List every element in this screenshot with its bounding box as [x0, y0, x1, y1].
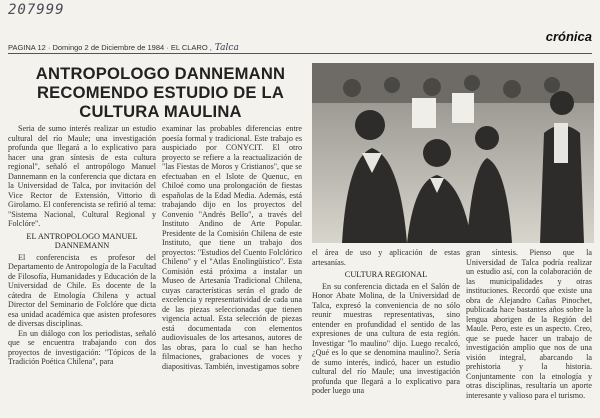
subheading: CULTURA REGIONAL [344, 270, 428, 279]
header-rule [8, 53, 592, 54]
column-3 [312, 248, 460, 418]
audience-photo-illustration [312, 63, 594, 243]
column-2 [162, 124, 302, 418]
section-label: crónica [545, 29, 592, 44]
handwritten-archive-number: 207999 [8, 2, 65, 18]
paragraph: el área de uso y aplicación de estas artesanías. [312, 248, 460, 267]
handwritten-city: Talca [214, 43, 239, 53]
header-text: PAGINA 12 · Domingo 2 de Diciembre de 1984 · EL CLARO , [8, 43, 212, 52]
paragraph: En un diálogo con los periodistas, señaló que se encuentra trabajando con dos proyectos de investigación: "Tópicos de la Tradición Poética Chilena", para [8, 328, 156, 366]
column-4 [466, 248, 592, 418]
subheading: EL ANTROPOLOGO MANUEL DANNEMANN [26, 231, 138, 250]
page-header [8, 43, 239, 53]
paragraph: examinar las probables diferencias entre poesía formal y tradicional. Este trabajo es auspiciado por CONYCIT. El otro proyecto se refiere a la reactualización de "las Fiestas de Moros y Cristianos", que se efectuaban en el Islote de Quenuc, en Chiloé como una prolongación de fiestas españolas de la Edad Media. Además, está trabajando dijo en los proyectos del Convenio "Andrés Bello", a través del Instituto Andino de Arte Popular. Presidente de la Comisión Chilena de este Instituto, que tiene un trabajo dos proyectos: "Estudios del Cuento Folclórico Chileno" y el "Atlas Enolingüístico". Esta Comisión está próxima a instalar un Museo de Artesanía Tradicional Chilena, cuyas características serán el grado de excelencia y representatividad de cada una de las piezas seleccionadas que tienen vigencia actual. Esta selección de piezas está documentada con elementos audiovisuales de los artesanos, autores de las obras, para lo cual se han hecho filmaciones, grabaciones de voces y diapositivas. También, investigamos sobre [162, 124, 302, 371]
article-photo [312, 63, 594, 243]
paragraph: El conferencista es profesor del Departamento de Antropología de la Facultad de Filosofía, Humanidades y Educación de la Universidad de Chile. Es docente de la cátedra de Etnología Chilena y actual Director del Seminario de Folclóre que dicta esa unidad académica que asisten profesores de diversas disciplinas. [8, 252, 156, 328]
paragraph: En su conferencia dictada en el Salón de Honor Abate Molina, de la Universidad de Talca, expresó la conveniencia de no sólo reunir muestras representativas, sino entender en profundidad el sentido de las expresiones de una cultura de esta región. Investigar "lo maulino" dijo. Luego recalcó, ¿Qué es lo que se denomina maulino?. Sería de sumo interés, indicó, hacer un estudio cultural del río Maule; una investigación profunda que llegará a lo explicativo para poder luego una [312, 281, 460, 395]
paragraph: gran síntesis. Pienso que la Universidad de Talca podría realizar un estudio así, con la colaboración de las municipalidades y otras instituciones. Recordó que existe una obra de Alejandro Cañas Pinochet, publicada hace bastantes años sobre la lengua aborigen de la Región del Maule. Pero, este es un aspecto. Creo, que se puede hacer un trabajo de investigación amplio que nos de una visión integral, abarcando la prehistoria y la historia. Conjuntamente con la etnología y otras disciplinas, resultaría un aporte interesante y valioso para el turismo. [466, 248, 592, 400]
paragraph: Seria de sumo interés realizar un estudio cultural del río Maule; una investigación profunda que llegará a lo explicativo para hacer una gran síntesis de esta cultura regional", señaló el antropólogo Manuel Dannemann en la conferencia que dictara en la Universidad de Talca, por invitación del Vice Rector de Extensión, Vittorio di Girolamo. El conferencista se refirió al tema: "Sistema Nacional, Cultural Regional y Folclóre". [8, 124, 156, 228]
column-1 [8, 124, 156, 418]
article-headline: ANTROPOLOGO DANNEMANN RECOMENDO ESTUDIO DE LA CULTURA MAULINA [35, 64, 286, 121]
